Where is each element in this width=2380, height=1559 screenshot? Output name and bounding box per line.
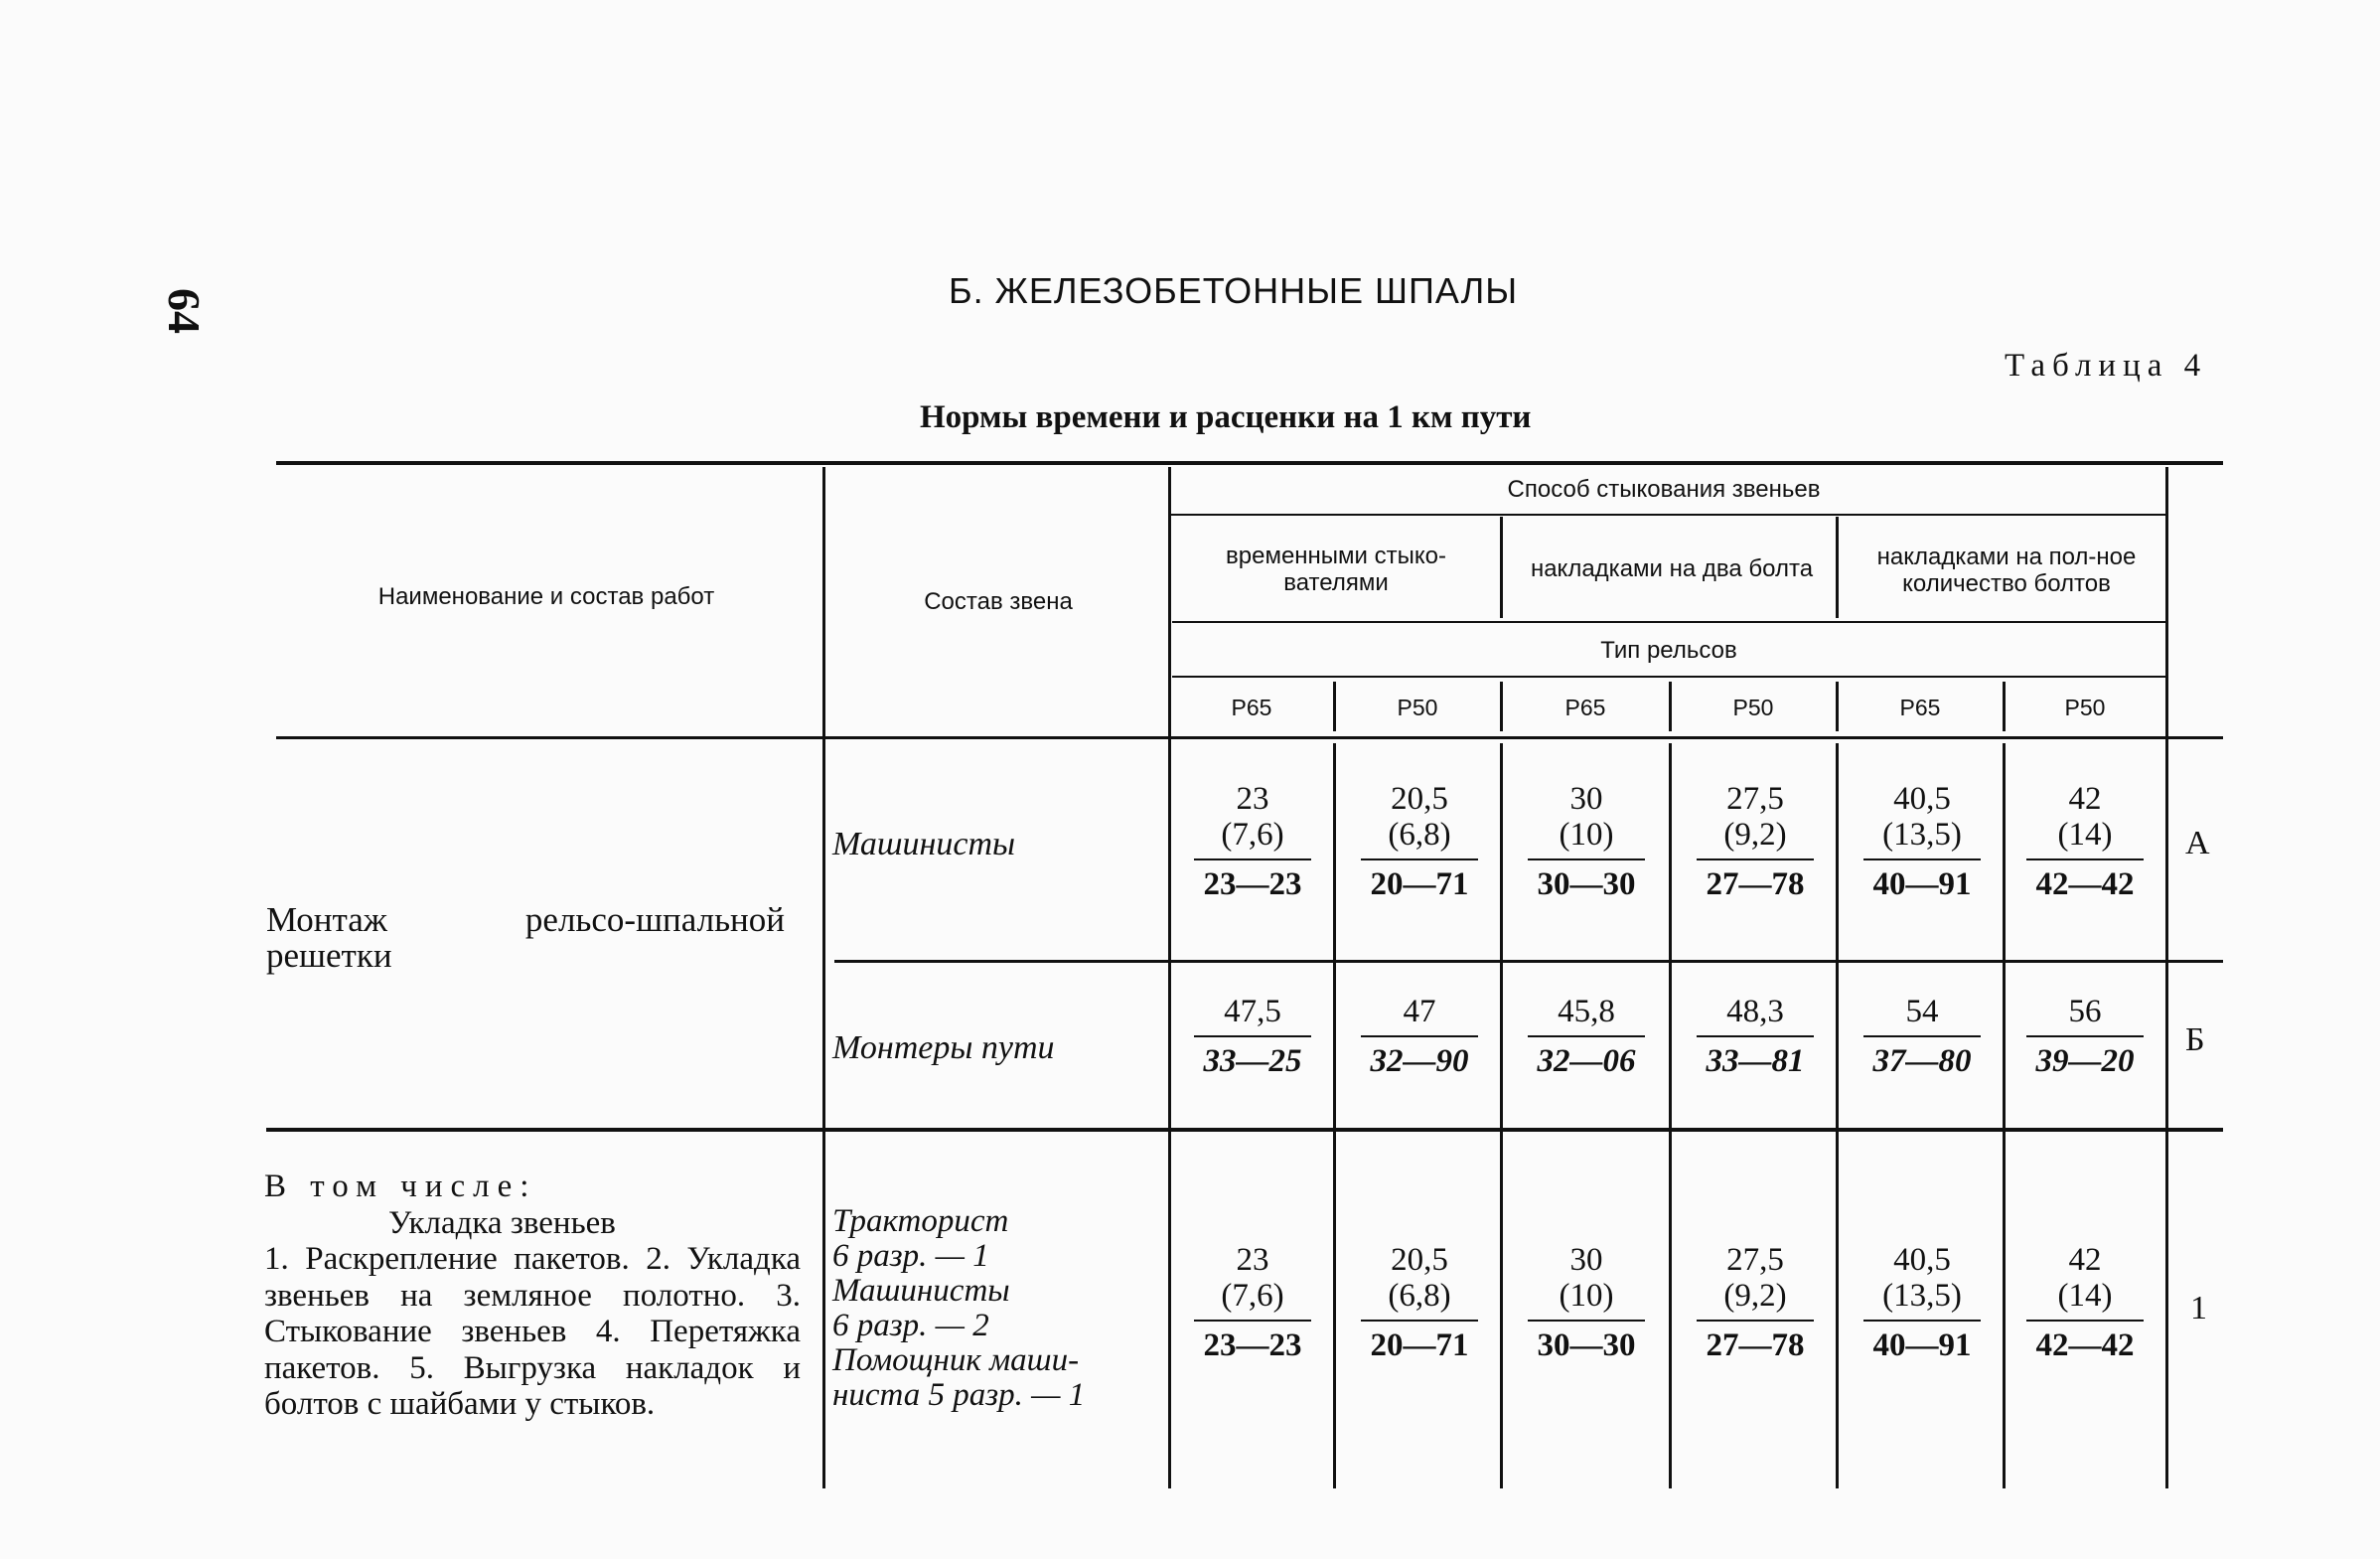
crew-track-fitters: Монтеры пути — [832, 1029, 1055, 1066]
rate-cell: 27,5 (9,2) 27—78 — [1671, 781, 1840, 902]
method-divider-2 — [1836, 517, 1839, 618]
included-heading: В том числе: — [264, 1169, 537, 1204]
method-divider-1 — [1500, 517, 1503, 618]
rate-cell: 30 (10) 30—30 — [1502, 1242, 1671, 1363]
rail-type-rule — [1172, 676, 2167, 678]
section-title: Б. ЖЕЛЕЗОБЕТОННЫЕ ШПАЛЫ — [949, 270, 1519, 311]
row-letter-a: А — [2185, 825, 2210, 861]
header-method-two-bolts: накладками на два болта — [1530, 555, 1814, 582]
rate-cell: 40,5 (13,5) 40—91 — [1838, 781, 2007, 902]
page-number: 64 — [159, 288, 210, 334]
header-rail-4: Р50 — [1732, 694, 1774, 720]
rate-cell: 30 (10) 30—30 — [1502, 781, 1671, 902]
crew-machinists: Машинисты — [832, 826, 1016, 862]
rate-cell: 42 (14) 42—42 — [2001, 781, 2169, 902]
rate-cell: 20,5 (6,8) 20—71 — [1335, 1242, 1504, 1363]
rail-divider-3 — [1669, 682, 1672, 731]
header-rail-1: Р65 — [1231, 694, 1272, 720]
crew-line: ниста 5 разр. — 1 — [832, 1377, 1086, 1413]
rate-cell: 47 32—90 — [1335, 994, 1504, 1079]
header-rail-5: Р65 — [1899, 694, 1941, 720]
rows-divider-rule — [834, 960, 2223, 963]
header-bottom-rule — [276, 736, 2223, 739]
rate-cell: 20,5 (6,8) 20—71 — [1335, 781, 1504, 902]
table-top-rule — [276, 461, 2223, 465]
header-work-name: Наименование и состав работ — [377, 582, 715, 610]
header-rail-6: Р50 — [2064, 694, 2106, 720]
included-works — [264, 1169, 801, 1423]
table-label: Таблица 4 — [2005, 348, 2208, 384]
col-divider-work — [822, 467, 825, 1488]
rate-cell: 42 (14) 42—42 — [2001, 1242, 2169, 1363]
rail-divider-4 — [1836, 682, 1839, 731]
header-crew: Состав звена — [924, 587, 1073, 615]
header-method-temporary: временными стыко-вателями — [1226, 542, 1446, 596]
crew-line: 6 разр. — 1 — [832, 1238, 989, 1274]
included-description: 1. Раскрепление пакетов. 2. Укладка звеньев на земляное полотно. 3. Стыкование звеньев 4. Перетяжка пакетов. 5. Выгрузка накладок и болтов с шайбами у стыков. — [264, 1241, 801, 1422]
rate-cell: 45,8 32—06 — [1502, 994, 1671, 1079]
header-joint-method: Способ стыкования звеньев — [1507, 475, 1821, 503]
crew-line: Тракторист — [832, 1203, 1009, 1239]
rate-cell: 23 (7,6) 23—23 — [1168, 1242, 1337, 1363]
rail-divider-1 — [1333, 682, 1336, 731]
crew-line: 6 разр. — 2 — [832, 1308, 989, 1343]
joint-method-rule — [1170, 514, 2165, 516]
crew-line: Машинисты — [832, 1273, 1010, 1309]
header-rail-2: Р50 — [1397, 694, 1438, 720]
work-name-montage: Монтаж рельсо-шпальной решетки — [266, 900, 785, 975]
block-divider-rule — [266, 1128, 2223, 1132]
row-letter-b: Б — [2185, 1021, 2205, 1058]
crew-composition — [832, 1204, 1150, 1413]
included-subheading: Укладка звеньев — [388, 1204, 616, 1241]
row-letter-1: 1 — [2190, 1290, 2207, 1326]
table-caption: Нормы времени и расценки на 1 км пути — [920, 399, 1532, 435]
rate-cell: 40,5 (13,5) 40—91 — [1838, 1242, 2007, 1363]
header-rail-3: Р65 — [1564, 694, 1606, 720]
rate-cell: 56 39—20 — [2001, 994, 2169, 1079]
rate-cell: 23 (7,6) 23—23 — [1168, 781, 1337, 902]
header-rail-type: Тип рельсов — [1600, 636, 1737, 664]
rate-cell: 47,5 33—25 — [1168, 994, 1337, 1079]
header-method-full-bolts: накладками на пол-ное количество болтов — [1876, 544, 2137, 597]
rate-cell: 54 37—80 — [1838, 994, 2007, 1079]
rail-divider-2 — [1500, 682, 1503, 731]
rate-cell: 27,5 (9,2) 27—78 — [1671, 1242, 1840, 1363]
methods-rule — [1172, 621, 2167, 623]
crew-line: Помощник маши- — [832, 1342, 1080, 1378]
rate-cell: 48,3 33—81 — [1671, 994, 1840, 1079]
rail-divider-5 — [2003, 682, 2006, 731]
